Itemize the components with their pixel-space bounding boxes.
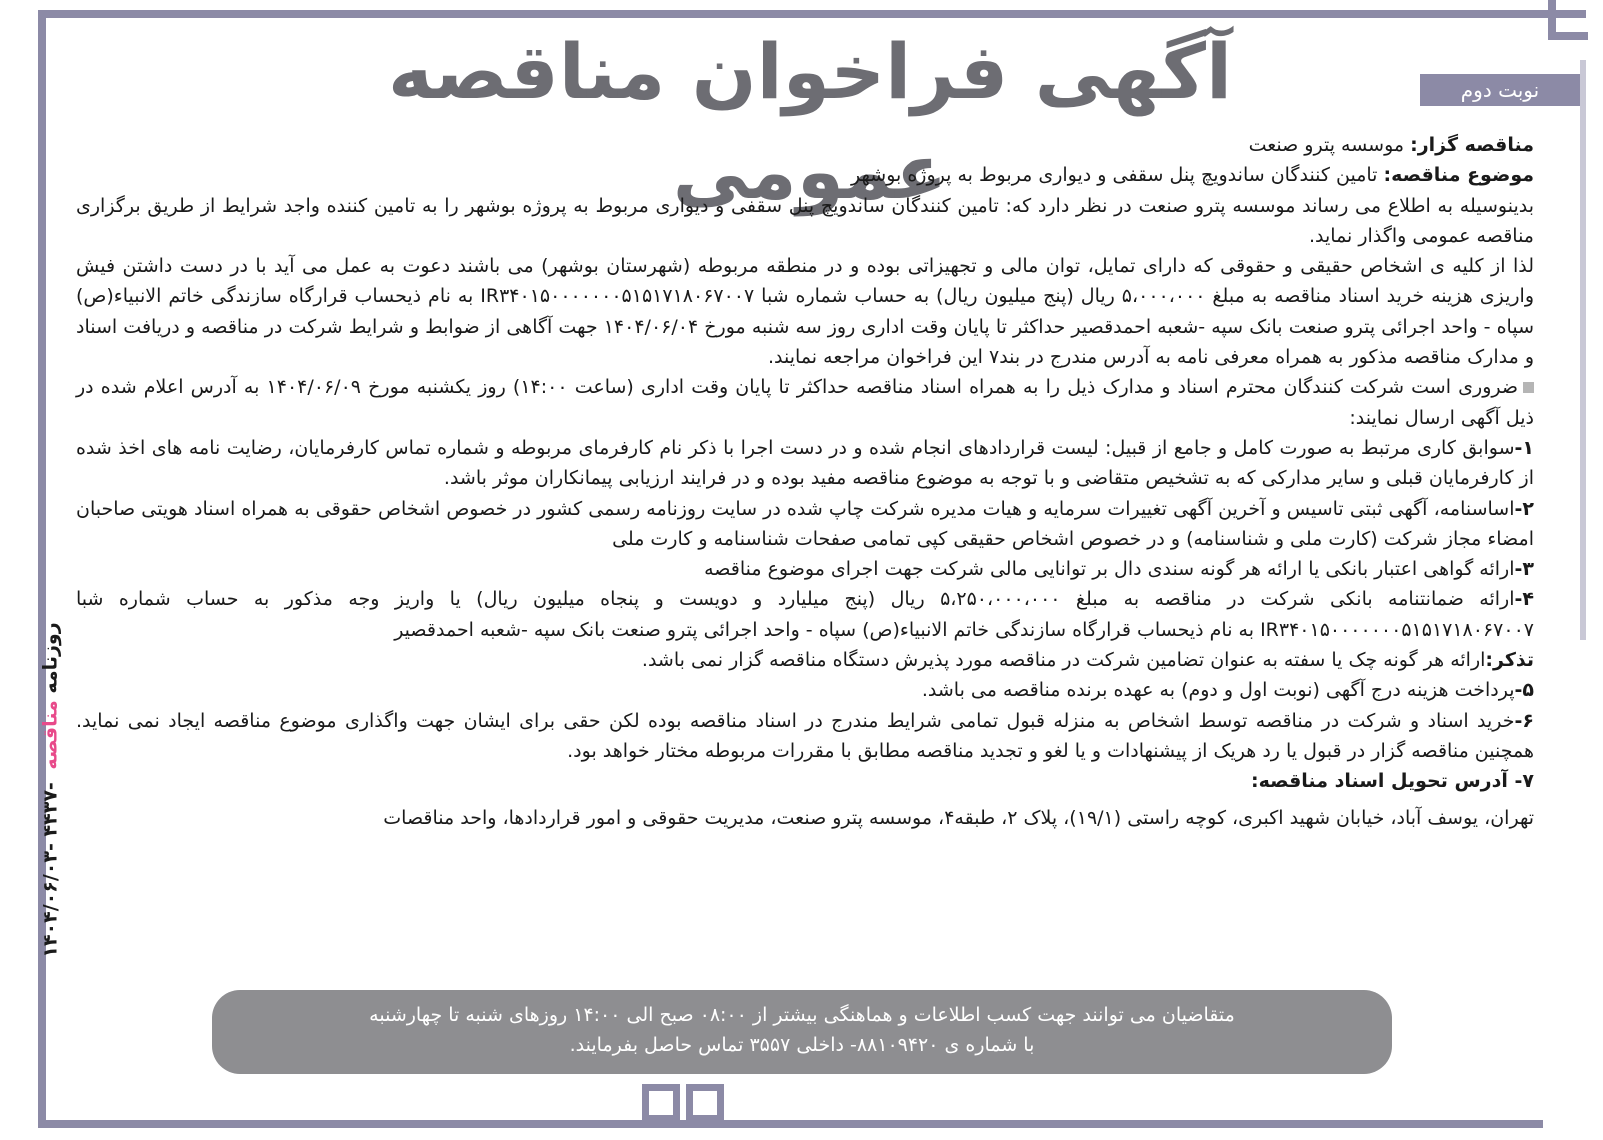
subject-label: موضوع مناقصه: — [1383, 164, 1534, 187]
side-brand-logo: مناقصه — [40, 700, 63, 770]
footer-line-1: متقاضیان می توانند جهت کسب اطلاعات و هماهنگی بیشتر از ۰۸:۰۰ صبح الی ۱۴:۰۰ روزهای شنبه تا چهارشنبه — [369, 1004, 1235, 1026]
edition-badge: نوبت دوم — [1420, 74, 1580, 106]
organizer-value: موسسه پترو صنعت — [1248, 134, 1405, 156]
list-item-4: ۴-ارائه ضمانتنامه بانکی شرکت در مناقصه به مبلغ ۵،۲۵۰،۰۰۰،۰۰۰ ریال (پنج میلیارد و دویست و پنجاه میلیون ریال) یا واریز وجه مذکور به حساب شماره شبا IR۳۴۰۱۵۰۰۰۰۰۰۰۵۱۵۱۷۱۸۰۶۷۰۰۷ به نام ذیحساب قرارگاه سازندگی خاتم الانبیاء(ص) سپاه - واحد اجرائی پترو صنعت بانک سپه -شعبه احمدقصیر — [76, 588, 1534, 641]
address-heading: ۷- آدرس تحویل اسناد مناقصه: — [1251, 770, 1534, 793]
side-label: روزنامه — [40, 622, 63, 694]
frame-corner — [1548, 0, 1588, 40]
address-text: تهران، یوسف آباد، خیابان شهید اکبری، کوچه راستی (۱۹/۱)، پلاک ۲، طبقه۴، موسسه پترو صنعت، مدیریت حقوقی و امور قراردادها، واحد مناقصات — [383, 806, 1534, 829]
subject-line — [76, 160, 1534, 190]
note-label: تذکر: — [1485, 649, 1534, 672]
list-item-5: ۵-پرداخت هزینه درج آگهی (نوبت اول و دوم) به عهده برنده مناقصه می باشد. — [921, 679, 1534, 702]
frame-left-border — [38, 10, 46, 1128]
bullet-square-icon — [1523, 382, 1534, 393]
decorative-square-icon — [642, 1084, 680, 1122]
side-issue-date: -۴۴۳۷ -۱۴۰۴/۰۶/۰۳ — [40, 782, 63, 958]
frame-bottom-border — [38, 1120, 1543, 1128]
list-item-2: ۲-اساسنامه، آگهی ثبتی تاسیس و آخرین آگهی تغییرات سرمایه و هیات مدیره شرکت چاپ شده در سایت روزنامه رسمی کشور در خصوص اشخاص حقوقی به همراه اسناد هویتی صاحبان امضاء مجاز شرکت (کارت ملی و شناسنامه) و در خصوص اشخاص حقیقی کپی تمامی صفحات شناسنامه و کارت ملی — [76, 497, 1534, 550]
frame-top-border — [38, 10, 1586, 18]
list-item-1: ۱-سوابق کاری مرتبط به صورت کامل و جامع از قبیل: لیست قراردادهای انجام شده و در دست اجرا با ذکر نام کارفرمای مربوطه و شماره تماس کارفرمایان، رضایت نامه های اخذ شده از کارفرمایان قبلی و سایر مدارکی که به تشخیص متقاضی و با توجه به موضوع مناقصه مفید بوده و در فرایند ارزیابی پیمانکاران موثر باشد. — [76, 436, 1534, 490]
footer-line-2: با شماره ی ۸۸۱۰۹۴۲۰- داخلی ۳۵۵۷ تماس حاصل بفرمایند. — [569, 1034, 1035, 1056]
subject-value: تامین کنندگان ساندویچ پنل سقفی و دیواری مربوط به پروژه بوشهر — [851, 164, 1378, 187]
contact-footer — [212, 990, 1392, 1074]
requirements-paragraph: ضروری است شرکت کنندگان محترم اسناد و مدارک ذیل را به همراه اسناد مناقصه حداکثر تا پایان وقت اداری (ساعت ۱۴:۰۰) روز یکشنبه مورخ ۱۴۰۴/۰۶/۰۹ به آدرس اعلام شده در ذیل آگهی ارسال نمایند: — [76, 376, 1534, 429]
organizer-label: مناقصه گزار: — [1410, 134, 1534, 156]
organizer-line — [76, 130, 1534, 160]
note-line: تذکر:ارائه هر گونه چک یا سفته به عنوان تضامین شرکت در مناقصه مورد پذیرش دستگاه مناقصه گزار نمی باشد. — [641, 649, 1534, 672]
intro-paragraph: بدینوسیله به اطلاع می رساند موسسه پترو صنعت در نظر دارد که: تامین کنندگان ساندویچ پنل سقفی و دیواری مربوط به پروژه بوشهر را به تامین کننده واجد شرایط از طریق برگزاری مناقصه عمومی واگذار نماید. — [76, 194, 1534, 247]
side-publication-info — [26, 622, 76, 958]
notice-body — [76, 130, 1534, 833]
decorative-square-icon — [686, 1084, 724, 1122]
page-title: آگهی فراخوان مناقصه عمومی — [387, 27, 1232, 216]
frame-right-border — [1580, 60, 1586, 640]
list-item-3: ۳-ارائه گواهی اعتبار بانکی یا ارائه هر گونه سندی دال بر توانایی مالی شرکت جهت اجرای موضوع مناقصه — [704, 558, 1534, 581]
list-item-6: ۶-خرید اسناد و شرکت در مناقصه توسط اشخاص به منزله قبول تمامی شرایط مندرج در اسناد مناقصه بوده لکن حقی برای ایشان جهت واگذاری موضوع مناقصه ایجاد نمی نماید. همچنین مناقصه گزار در قبول یا رد هریک از پیشنهادات و یا لغو و تجدید مناقصه مطابق با مقررات مربوطه مختار خواهد بود. — [76, 709, 1534, 762]
invitation-paragraph: لذا از کلیه ی اشخاص حقیقی و حقوقی که دارای تمایل، توان مالی و تجهیزاتی بوده و در منطقه مربوطه (شهرستان بوشهر) می باشند دعوت به عمل می آید با در دست داشتن فیش واریزی هزینه خرید اسناد مناقصه به مبلغ ۵،۰۰۰،۰۰۰ ریال (پنج میلیون ریال) به حساب شماره شبا IR۳۴۰۱۵۰۰۰۰۰۰۰۵۱۵۱۷۱۸۰۶۷۰۰۷ به نام ذیحساب قرارگاه سازندگی خاتم الانبیاء(ص) سپاه - واحد اجرائی پترو صنعت بانک سپه -شعبه احمدقصیر حداکثر تا پایان وقت اداری روز سه شنبه مورخ ۱۴۰۴/۰۶/۰۴ جهت آگاهی از ضوابط و شرایط شرکت در مناقصه و دریافت اسناد و مدارک مناقصه مذکور به همراه معرفی نامه به آدرس مندرج در بند۷ این فراخوان مراجعه نمایند. — [76, 255, 1534, 369]
